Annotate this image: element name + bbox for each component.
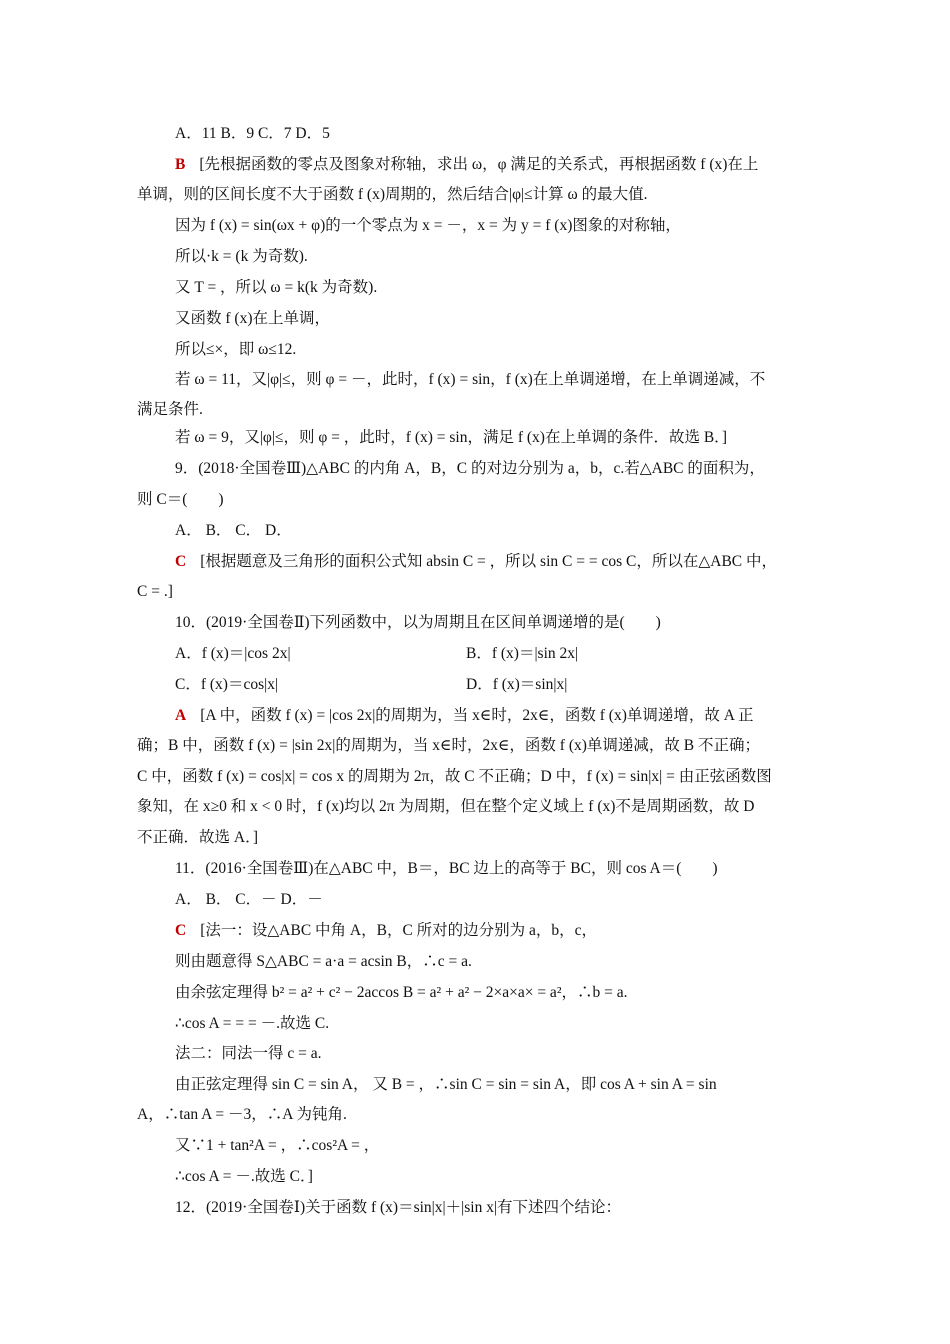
q8-answer-letter: B: [175, 156, 186, 173]
q11-solution-line: 由余弦定理得 b² = a² + c² − 2accos B = a² + a² − 2×a×a× = a²，∴b = a.: [175, 984, 628, 1001]
q10-stem: 10．(2019·全国卷Ⅱ)下列函数中，以为周期且在区间单调递增的是( ): [175, 614, 661, 631]
q11-solution-line: ∴cos A = －.故选 C．]: [175, 1168, 313, 1185]
q9-stem-cont: 则 C＝( ): [137, 491, 224, 508]
q11-solution-line: 则由题意得 S△ABC = a·a = acsin B，∴c = a.: [175, 953, 472, 970]
q11-solution-line: 由正弦定理得 sin C = sin A， 又 B = ，∴sin C = sin = sin A，即 cos A + sin A = sin: [175, 1076, 717, 1093]
q11-solution: [175, 921, 597, 941]
q8-solution-line: 所以≤×，即 ω≤12.: [175, 341, 297, 358]
q10-option-b: B．f (x)＝|sin 2x|: [466, 645, 579, 662]
q11-answer-letter: C: [175, 922, 187, 939]
q11-stem: 11．(2016·全国卷Ⅲ)在△ABC 中，B＝，BC 边上的高等于 BC，则 cos A＝( ): [175, 860, 718, 877]
q9-options: A． B． C． D．: [175, 522, 292, 539]
q8-solution-line: 又 T = ，所以 ω = k(k 为奇数).: [175, 279, 378, 296]
q8-options: A．11 B．9 C．7 D．5: [175, 125, 330, 142]
q11-solution-line: 又∵1 + tan²A = ，∴cos²A = ，: [175, 1137, 380, 1154]
q10-solution-line: 象知，在 x≥0 和 x < 0 时，f (x)均以 2π 为周期，但在整个定义域上 f (x)不是周期函数，故 D: [137, 798, 755, 815]
q8-solution-line: 又函数 f (x)在上单调，: [175, 310, 330, 327]
q9-answer-letter: C: [175, 553, 187, 570]
q9-solution-text: [根据题意及三角形的面积公式知 absin C = ，所以 sin C = = cos C，所以在△ABC 中，: [200, 553, 777, 570]
q11-solution-line: A，∴tan A = －3，∴A 为钝角.: [137, 1106, 347, 1123]
q10-option-a: A．f (x)＝|cos 2x|: [175, 645, 291, 662]
q9-solution: [175, 552, 777, 572]
q10-solution: [175, 706, 753, 726]
q9-stem: 9．(2018·全国卷Ⅲ)△ABC 的内角 A，B，C 的对边分别为 a，b，c.若△ABC 的面积为，: [175, 460, 765, 477]
q8-solution-line: 所以·k = (k 为奇数).: [175, 248, 308, 265]
q8-solution-text: [先根据函数的零点及图象对称轴，求出 ω，φ 满足的关系式，再根据函数 f (x)在上: [199, 156, 759, 173]
q11-solution-line: 法二：同法一得 c = a.: [175, 1045, 322, 1062]
q8-solution-line: 单调，则的区间长度不大于函数 f (x)周期的，然后结合|φ|≤计算 ω 的最大值.: [137, 186, 648, 203]
q10-solution-text: [A 中，函数 f (x) = |cos 2x|的周期为，当 x∈时，2x∈，函数 f (x)单调递增，故 A 正: [200, 707, 754, 724]
q12-stem: 12．(2019·全国卷Ⅰ)关于函数 f (x)＝sin|x|＋|sin x|有下述四个结论：: [175, 1199, 622, 1216]
q8-solution-line: 因为 f (x) = sin(ωx + φ)的一个零点为 x = －，x = 为 y = f (x)图象的对称轴，: [175, 217, 681, 234]
q11-options: A． B． C．－ D．－: [175, 891, 323, 908]
q11-solution-text: [法一：设△ABC 中角 A，B，C 所对的边分别为 a，b，c，: [200, 922, 598, 939]
q10-option-c: C．f (x)＝cos|x|: [175, 676, 279, 693]
q8-solution-line: 满足条件.: [137, 401, 203, 418]
q9-solution-line: C = .]: [137, 583, 173, 600]
q10-solution-line: C 中，函数 f (x) = cos|x| = cos x 的周期为 2π，故 C 不正确；D 中，f (x) = sin|x| = 由正弦函数图: [137, 768, 772, 785]
q10-solution-line: 确；B 中，函数 f (x) = |sin 2x|的周期为，当 x∈时，2x∈，函数 f (x)单调递减，故 B 不正确；: [137, 737, 761, 754]
q11-solution-line: ∴cos A = = = －.故选 C.: [175, 1015, 330, 1032]
q10-solution-line: 不正确．故选 A．]: [137, 829, 258, 846]
q10-option-d: D．f (x)＝sin|x|: [466, 676, 568, 693]
q8-solution-line: 若 ω = 9，又|φ|≤，则 φ = ，此时，f (x) = sin，满足 f (x)在上单调的条件．故选 B．]: [175, 429, 728, 446]
q8-solution-start: [175, 155, 758, 175]
q8-solution-line: 若 ω = 11，又|φ|≤，则 φ = －，此时，f (x) = sin，f (x)在上单调递增，在上单调递减，不: [175, 371, 766, 388]
q10-answer-letter: A: [175, 707, 187, 724]
